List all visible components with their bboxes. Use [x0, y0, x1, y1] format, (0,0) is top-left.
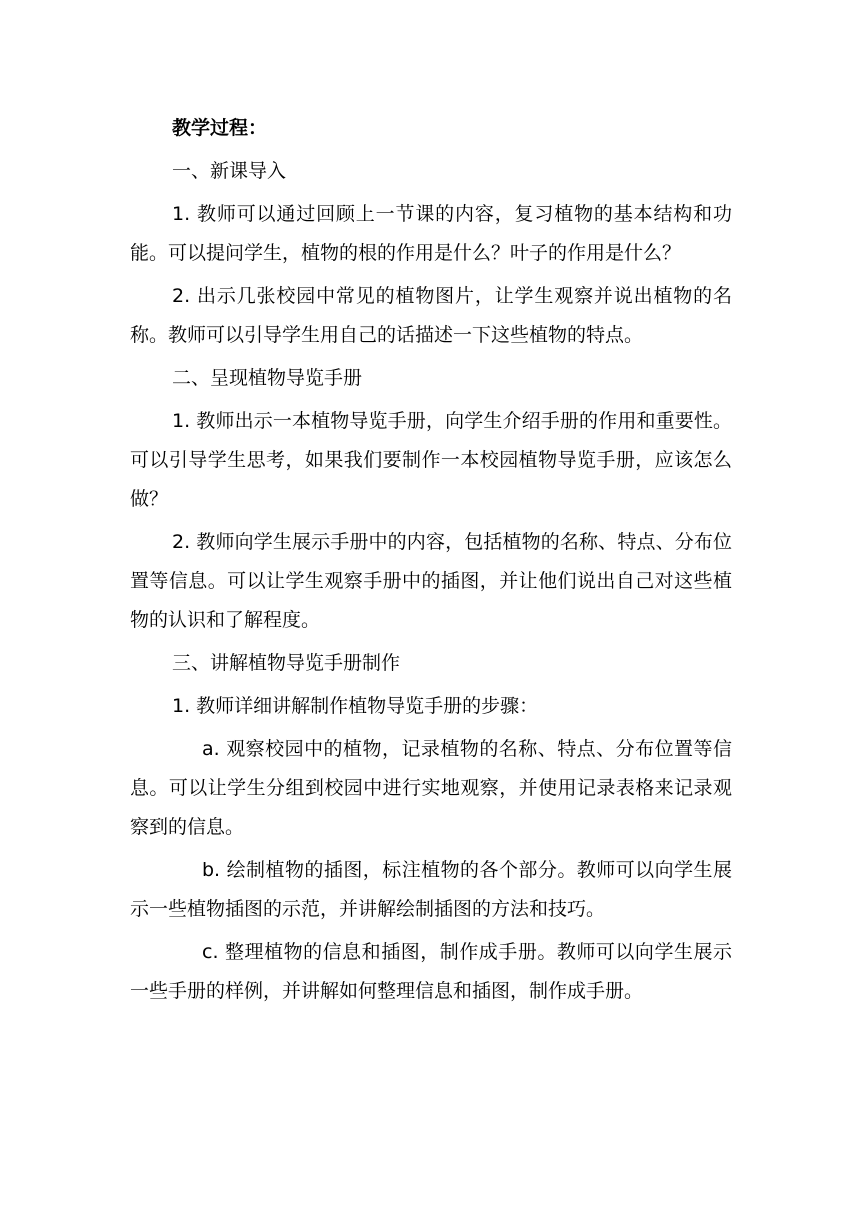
paragraph-2-2: 2. 教师向学生展示手册中的内容，包括植物的名称、特点、分布位置等信息。可以让学生观察手册中的插图，并让他们说出自己对这些植物的认识和了解程度。 — [130, 531, 732, 631]
step-a: a. 观察校园中的植物，记录植物的名称、特点、分布位置等信息。可以让学生分组到校园中进行实地观察，并使用记录表格来记录观察到的信息。 — [130, 738, 732, 838]
step-c: c. 整理植物的信息和插图，制作成手册。教师可以向学生展示一些手册的样例，并讲解如何整理信息和插图，制作成手册。 — [130, 941, 732, 1002]
section-title-1: 一、新课导入 — [172, 160, 287, 182]
paragraph-1-1: 1. 教师可以通过回顾上一节课的内容，复习植物的基本结构和功能。可以提问学生，植物的根的作用是什么？叶子的作用是什么？ — [130, 203, 732, 264]
document-page — [130, 108, 732, 1011]
step-b: b. 绘制植物的插图，标注植物的各个部分。教师可以向学生展示一些植物插图的示范，并讲解绘制插图的方法和技巧。 — [130, 859, 732, 920]
paragraph-2-1: 1. 教师出示一本植物导览手册，向学生介绍手册的作用和重要性。可以引导学生思考，如果我们要制作一本校园植物导览手册，应该怎么做？ — [130, 410, 732, 510]
paragraph-3-1: 1. 教师详细讲解制作植物导览手册的步骤： — [172, 695, 539, 717]
paragraph-1-2: 2. 出示几张校园中常见的植物图片，让学生观察并说出植物的名称。教师可以引导学生用自己的话描述一下这些植物的特点。 — [130, 285, 732, 346]
document-heading: 教学过程： — [172, 117, 268, 139]
section-title-2: 二、呈现植物导览手册 — [172, 367, 363, 389]
section-title-3: 三、讲解植物导览手册制作 — [172, 652, 401, 674]
